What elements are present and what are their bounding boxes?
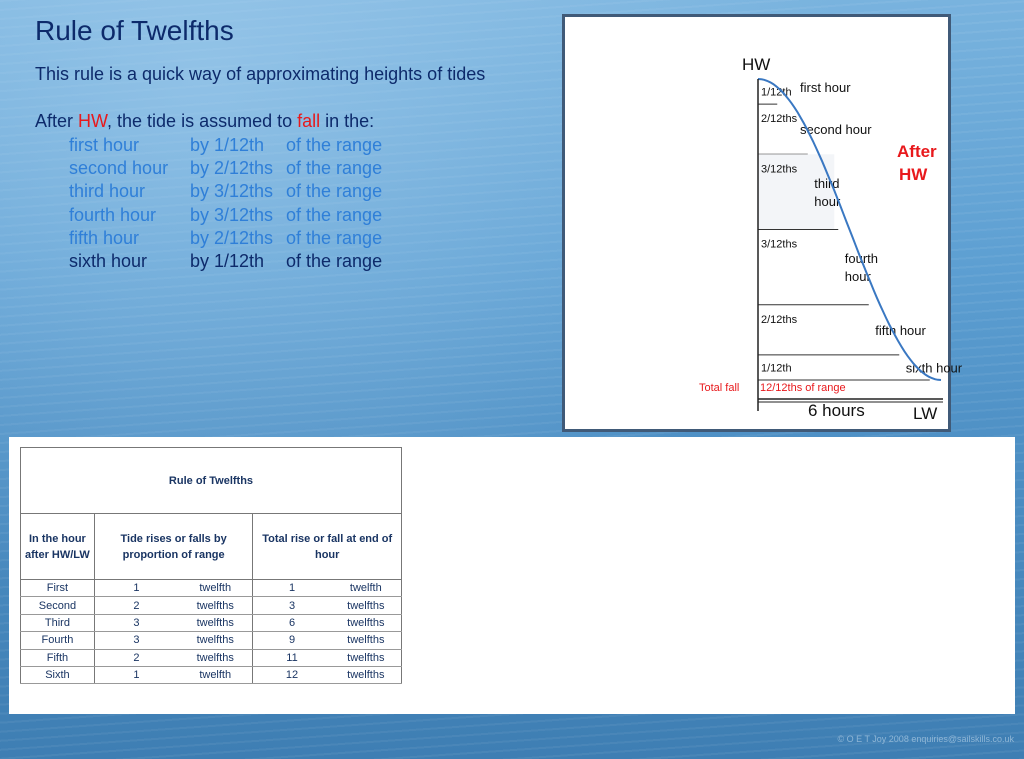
after-hw-line1: After (897, 142, 937, 161)
cell-n: 2 (94, 649, 178, 666)
cell-hour: Second (21, 597, 95, 614)
intro-hw: HW (78, 111, 108, 131)
cell-total-unit: twelfths (331, 666, 402, 683)
cell-total-unit: twelfths (331, 597, 402, 614)
band-hour-label: hour (844, 269, 871, 285)
cell-unit: twelfths (178, 649, 253, 666)
rule-hour: fifth hour (69, 227, 140, 248)
band-hour-label: fourth (844, 251, 878, 267)
cell-n: 1 (94, 666, 178, 683)
cell-hour: Fourth (21, 632, 95, 649)
cell-unit: twelfths (178, 597, 253, 614)
cell-unit: twelfth (178, 580, 253, 597)
page-subtitle: This rule is a quick way of approximating heights of tides (35, 64, 486, 84)
rule-rest: of the range (286, 135, 383, 155)
table-row (21, 580, 402, 597)
rule-by: by 3/12ths (190, 204, 274, 225)
rule-hour: first hour (69, 135, 140, 155)
rule-hour: third hour (69, 181, 146, 202)
band-fraction-label: 2/12ths (761, 313, 798, 326)
cell-hour: Third (21, 614, 95, 631)
band-hour-label: third (814, 175, 840, 191)
rule-hour: second hour (69, 158, 169, 179)
rule-rest: of the range (286, 158, 383, 179)
rule-rest: of the range (286, 204, 383, 225)
twelfths-table (20, 447, 402, 684)
rule-by: by 1/12th (190, 250, 265, 271)
cell-total: 3 (253, 597, 331, 614)
intro-text (35, 111, 374, 132)
lw-label: LW (913, 404, 938, 423)
cell-total-unit: twelfths (331, 614, 402, 631)
table-row (21, 597, 402, 614)
total-fall-value: 12/12ths of range (760, 382, 846, 394)
intro-part1: After (35, 111, 79, 131)
copyright-notice: © O E T Joy 2008 enquiries@sailskills.co.uk (837, 734, 1014, 744)
page-title: Rule of Twelfths (35, 15, 234, 46)
rule-hour: fourth hour (69, 204, 157, 225)
after-hw-line2: HW (899, 165, 928, 184)
rule-rest: of the range (286, 227, 383, 248)
tide-diagram (565, 17, 963, 429)
cell-total-unit: twelfth (331, 580, 402, 597)
cell-n: 2 (94, 597, 178, 614)
cell-unit: twelfth (178, 666, 253, 683)
intro-fall: fall (297, 111, 321, 131)
cell-total-unit: twelfths (331, 649, 402, 666)
rule-rest: of the range (286, 181, 383, 202)
rule-row (69, 157, 382, 180)
band-fraction-label: 1/12th (761, 362, 792, 375)
band-hour-label: second hour (800, 122, 872, 138)
rule-by: by 3/12ths (190, 181, 274, 202)
cell-hour: First (21, 580, 95, 597)
table-row (21, 632, 402, 649)
table-row (21, 614, 402, 631)
intro-part2: , the tide is assumed to (107, 111, 298, 131)
cell-unit: twelfths (178, 632, 253, 649)
band-hour-label: fifth hour (875, 322, 926, 338)
rule-list (69, 134, 382, 273)
rule-rest: of the range (286, 250, 383, 271)
cell-hour: Sixth (21, 666, 95, 683)
band-fraction-label: 2/12ths (761, 113, 798, 126)
cell-total: 6 (253, 614, 331, 631)
band-fraction-label: 3/12ths (761, 238, 798, 251)
cell-n: 1 (94, 580, 178, 597)
band-hour-label: first hour (800, 80, 851, 95)
rule-row (69, 250, 382, 273)
band-hour-label: sixth hour (905, 360, 963, 376)
rule-row (69, 227, 382, 250)
cell-total: 9 (253, 632, 331, 649)
hw-label: HW (742, 55, 771, 74)
cell-total-unit: twelfths (331, 632, 402, 649)
table-title: Rule of Twelfths (21, 448, 402, 514)
table-header-total: Total rise or fall at end of hour (253, 514, 402, 580)
cell-n: 3 (94, 614, 178, 631)
table-row (21, 649, 402, 666)
band-fraction-label: 1/12th (761, 86, 792, 99)
cell-hour: Fifth (21, 649, 95, 666)
cell-total: 11 (253, 649, 331, 666)
tide-diagram-panel (562, 14, 963, 432)
cell-unit: twelfths (178, 614, 253, 631)
cell-n: 3 (94, 632, 178, 649)
table-row (21, 666, 402, 683)
rule-by: by 2/12ths (190, 158, 274, 179)
rule-hour: sixth hour (69, 250, 148, 271)
cell-total: 12 (253, 666, 331, 683)
table-header-proportion: Tide rises or falls by proportion of range (94, 514, 253, 580)
band-fraction-label: 3/12ths (761, 163, 798, 176)
rule-row (69, 180, 382, 203)
table-header-hour: In the hour after HW/LW (21, 514, 95, 580)
intro-part3: in the: (320, 111, 375, 131)
table-panel (9, 437, 1015, 714)
rule-row (69, 134, 382, 157)
rule-by: by 2/12ths (190, 227, 274, 248)
duration-label: 6 hours (808, 401, 865, 420)
rule-row (69, 204, 382, 227)
total-fall-label: Total fall (699, 382, 740, 394)
cell-total: 1 (253, 580, 331, 597)
rule-by: by 1/12th (190, 135, 265, 155)
band-hour-label: hour (814, 193, 841, 209)
